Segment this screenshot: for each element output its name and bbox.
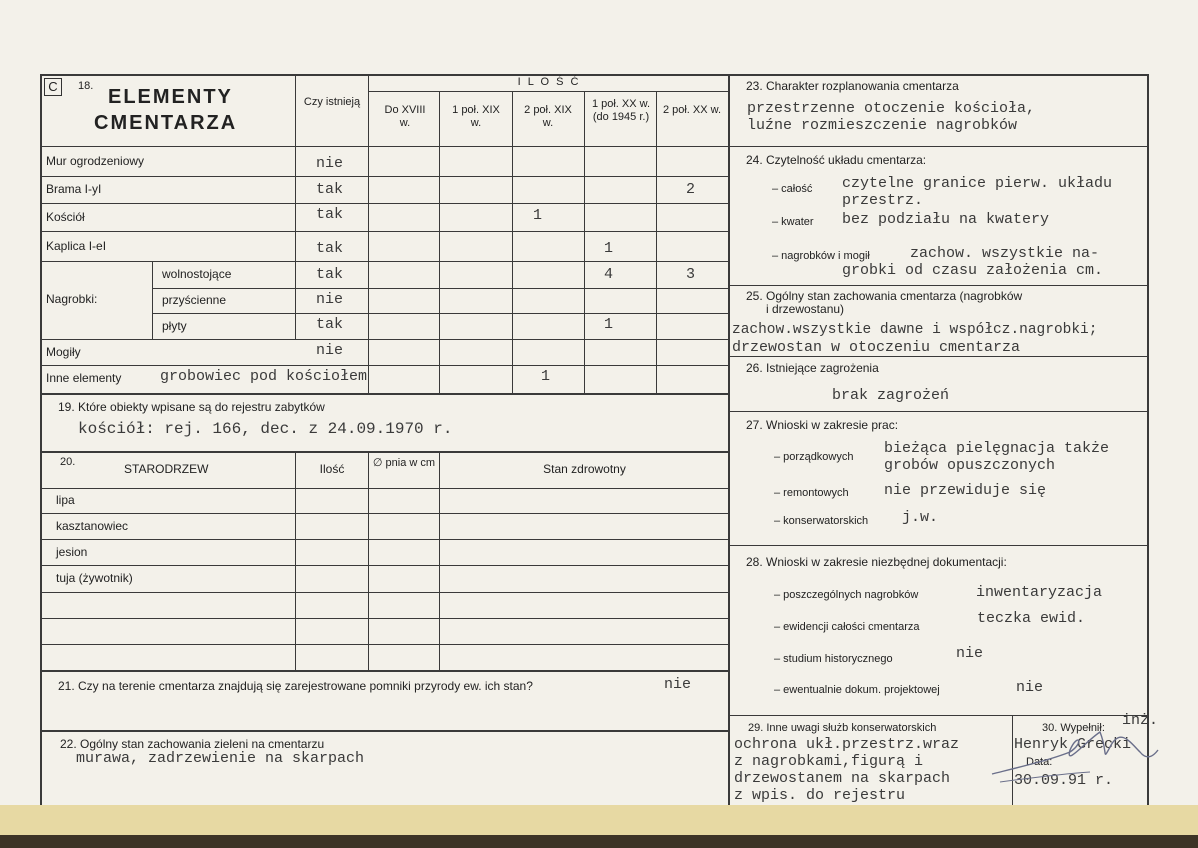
frame-right [1147,74,1149,805]
rule [40,393,728,395]
section-23-line1: przestrzenne otoczenie kościoła, [747,100,1036,117]
row-count: 4 [604,266,614,283]
row-count: 2 [686,181,696,198]
nagrobkow-line2: grobki od czasu założenia cm. [842,262,1104,279]
rule [152,288,728,289]
paper-edge-strip [0,805,1198,835]
rule [40,592,728,593]
ilosc-header: I L O Ś Ć [517,76,581,88]
rule [40,565,728,566]
row-exists: tak [316,240,344,257]
section-30-date: 30.09.91 r. [1014,772,1114,789]
rule [439,451,440,670]
frame-center [728,74,730,805]
section-25-line1: zachow.wszystkie dawne i współcz.nagrobki; [732,322,1098,338]
row-label: przyścienne [162,293,227,307]
period-header: 1 poł. XIX w. [452,104,500,129]
stud-label: – studium historycznego [774,653,893,665]
period-header: 2 poł. XX w. [662,104,722,116]
calosc-line2: przestrz. [842,192,924,209]
rule [295,74,296,339]
section-30-label: 30. Wypełnił: [1042,722,1105,734]
rule [728,285,1148,286]
rule [40,146,728,147]
section-22-value: murawa, zadrzewienie na skarpach [76,750,365,767]
rule [584,91,585,393]
poszcz-value: inwentaryzacja [976,584,1103,601]
tree-label: jesion [56,545,88,559]
section-25-label-line2: i drzewostanu) [766,302,845,316]
section-28-label: 28. Wnioski w zakresie niezbędnej dokumentacji: [746,555,1007,569]
section-29-line4: z wpis. do rejestru [734,787,906,803]
section-19-label: 19. Które obiekty wpisane są do rejestru zabytków [58,400,325,414]
period-header: 1 poł. XX w. (do 1945 r.) [591,98,651,123]
rem-label: – remontowych [774,487,849,499]
section-20-number: 20. [60,456,76,468]
kons-label: – konserwatorskich [774,515,869,527]
row-count: 1 [541,368,551,385]
rule [40,203,728,204]
rule [439,91,440,393]
section-21-value: nie [664,676,692,693]
section-27-label: 27. Wnioski w zakresie prac: [746,418,899,432]
col-pnia-header: ∅ pnia w cm [372,457,436,469]
row-label: Inne elementy [46,371,122,385]
rule [728,545,1148,546]
section-30-date-label: Data: [1026,756,1053,768]
row-exists: tak [316,206,344,223]
kwater-label: – kwater [772,216,814,228]
section-18-title-line2: CMENTARZA [94,112,238,134]
row-label: wolnostojące [162,267,232,281]
col-ilosc-header: Ilość [319,462,345,476]
rule [40,513,728,514]
rule [656,91,657,393]
section-30-name: Henryk Grecki [1014,736,1132,753]
row-label: Kaplica I-eI [46,239,107,253]
rule [728,411,1148,412]
rule [40,670,728,672]
tree-label: lipa [56,493,75,507]
rule [728,146,1148,147]
section-29-line3: drzewostanem na skarpach [734,770,951,787]
row-exists: tak [316,266,344,283]
rule [40,539,728,540]
row-label: Brama I-yI [46,182,102,196]
section-25-line2: drzewostan w otoczeniu cmentarza [732,339,1021,356]
row-exists: tak [316,181,344,198]
section-21-label: 21. Czy na terenie cmentarza znajdują się zarejestrowane pomniki przyrody ew. ich stan? [58,680,533,693]
section-25-label-line1: 25. Ogólny stan zachowania cmentarza (nagrobków [746,289,1023,303]
row-count: 1 [604,240,614,257]
rule [40,730,728,732]
background-edge [0,835,1198,848]
section-30-title: inż. [1122,712,1159,729]
row-label: Kościół [46,210,85,224]
row-label: Mur ogrodzeniowy [46,154,145,168]
rule [152,261,153,339]
section-22-label: 22. Ogólny stan zachowania zieleni na cmentarzu [60,737,325,751]
section-29-line2: z nagrobkami,figurą i [734,753,924,770]
kwater-value: bez podziału na kwatery [842,211,1050,228]
porz-line2: grobów opuszczonych [884,457,1056,474]
section-29-label: 29. Inne uwagi służb konserwatorskich [748,722,937,734]
rule [40,176,728,177]
rule [512,91,513,393]
card-code: C [44,78,62,96]
nagrobkow-line1: zachow. wszystkie na- [910,245,1100,262]
ewid-value: teczka ewid. [977,610,1086,627]
row-exists: nie [316,291,344,308]
frame-left [40,74,42,805]
porz-line1: bieżąca pielęgnacja także [884,440,1110,457]
nagrobkow-label: – nagrobków i mogił [772,250,870,262]
rule [40,488,728,489]
rule [368,74,369,393]
stud-value: nie [956,645,984,662]
rule [40,451,728,453]
calosc-label: – całość [772,183,813,195]
section-26-value: brak zagrożeń [832,387,950,404]
section-19-value: kościół: rej. 166, dec. z 24.09.1970 r. [78,420,453,438]
row-exists: nie [316,155,344,172]
signature-mark [990,712,1160,792]
row-label: płyty [162,319,187,333]
row-exists: nie [316,342,344,359]
rule [40,618,728,619]
rule [295,451,296,670]
ewid-label: – ewidencji całości cmentarza [774,621,920,633]
section-23-label: 23. Charakter rozplanowania cmentarza [746,79,959,93]
poszcz-label: – poszczególnych nagrobków [774,589,919,601]
rule [40,644,728,645]
rule [40,231,728,232]
rem-value: nie przewiduje się [884,482,1047,499]
rule [40,365,728,366]
row-count: 1 [533,207,543,224]
rule [40,339,728,340]
nagrobki-label: Nagrobki: [46,292,98,306]
section-18-title-line1: ELEMENTY [108,86,233,108]
section-20-title: STARODRZEW [124,462,209,476]
inne-value: grobowiec pod kościołem [160,368,368,385]
tree-label: kasztanowiec [56,519,129,533]
rule [40,261,728,262]
section-23-line2: luźne rozmieszczenie nagrobków [747,117,1018,134]
porz-label: – porządkowych [774,451,854,463]
ew-value: nie [1016,679,1044,696]
ew-label: – ewentualnie dokum. projektowej [774,684,940,696]
row-count: 3 [686,266,696,283]
calosc-line1: czytelne granice pierw. układu [842,175,1113,192]
col-exists-header: Czy istnieją [303,96,361,108]
rule [368,451,369,670]
kons-value: j.w. [902,509,939,526]
rule [152,313,728,314]
period-header: Do XVIII w. [384,104,426,129]
row-exists: tak [316,316,344,333]
section-29-line1: ochrona ukł.przestrz.wraz [734,736,960,753]
row-count: 1 [604,316,614,333]
period-header: 2 poł. XIX w. [524,104,572,129]
tree-label: tuja (żywotnik) [56,571,133,585]
rule [368,91,728,92]
row-label: Mogiły [46,345,81,359]
col-stan-header: Stan zdrowotny [543,462,626,476]
section-24-label: 24. Czytelność układu cmentarza: [746,153,927,167]
section-18-number: 18. [78,80,94,92]
section-26-label: 26. Istniejące zagrożenia [746,361,879,375]
